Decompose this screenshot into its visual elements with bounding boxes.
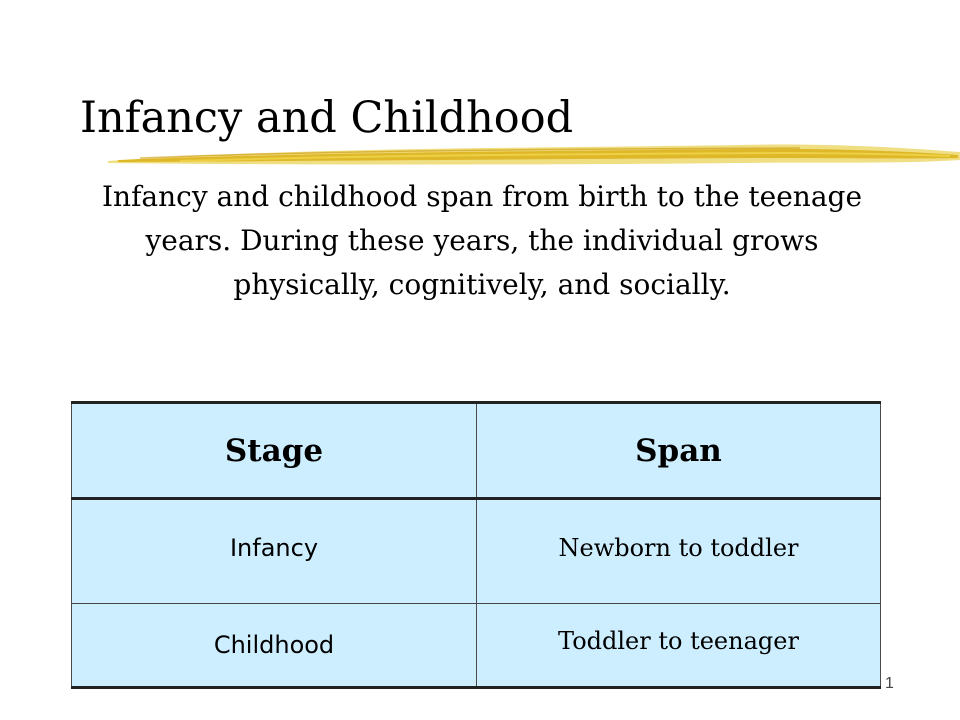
stage-cell-text: Childhood bbox=[213, 631, 335, 659]
span-cell bbox=[477, 604, 881, 688]
table-header-row bbox=[72, 403, 881, 499]
page-number: 1 bbox=[885, 675, 894, 692]
stage-cell bbox=[72, 499, 477, 604]
span-cell-text: Newborn to toddler bbox=[558, 533, 799, 562]
stage-cell-text: Infancy bbox=[229, 533, 319, 562]
header-stage: Stage bbox=[72, 403, 477, 499]
span-cell bbox=[477, 499, 881, 604]
stages-table bbox=[71, 401, 881, 689]
intro-paragraph: Infancy and childhood span from birth to the teenage years. During these years, the individual grows physically, cognitively, and socially. bbox=[101, 180, 863, 301]
table-row bbox=[72, 604, 881, 688]
highlighter-stroke-decoration bbox=[0, 0, 960, 180]
slide-title: Infancy and Childhood bbox=[80, 93, 574, 143]
header-span: Span bbox=[477, 403, 881, 499]
span-cell-text: Toddler to teenager bbox=[558, 627, 799, 655]
table-row bbox=[72, 499, 881, 604]
stage-cell bbox=[72, 604, 477, 688]
